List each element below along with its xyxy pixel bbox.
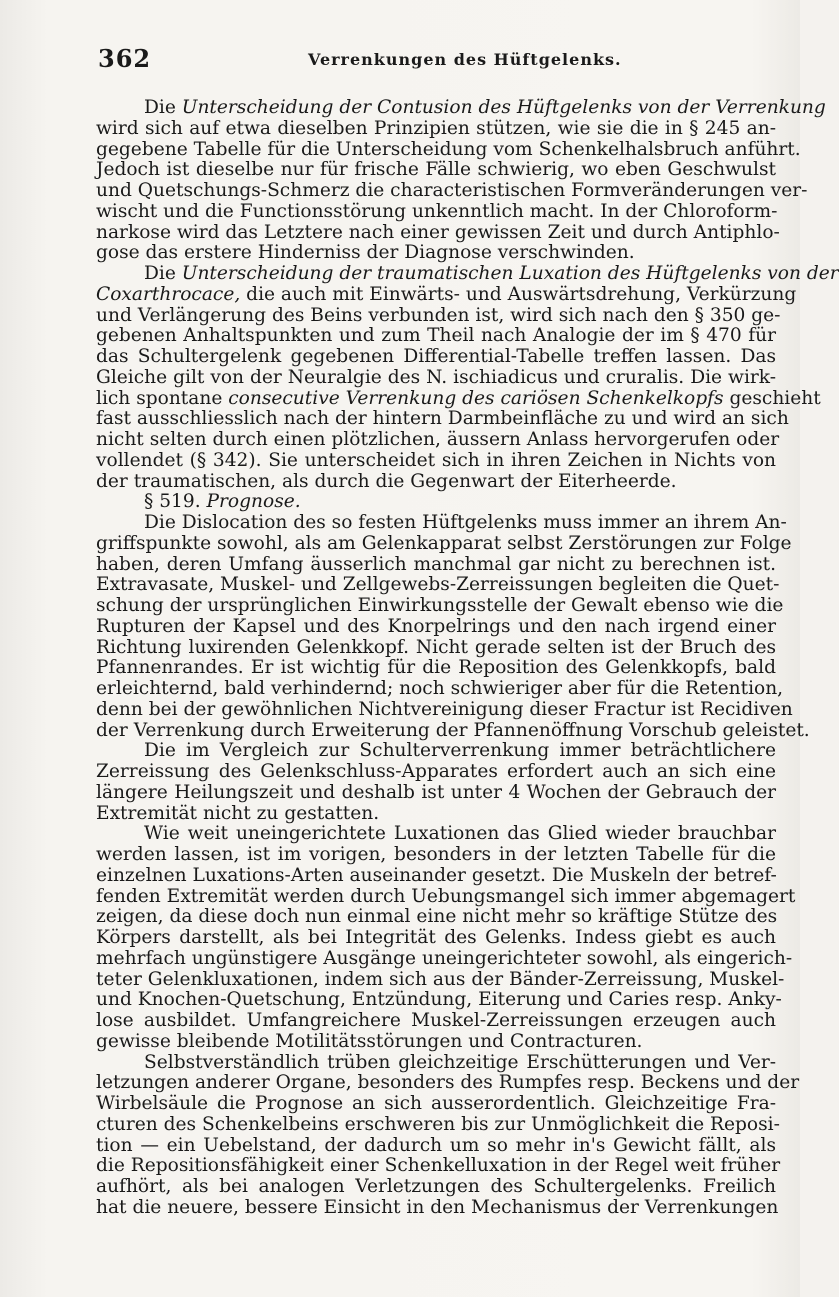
text-line: vollendet (§ 342). Sie unterscheidet sich in ihren Zeichen in Nichts von	[96, 449, 776, 471]
text-line: lich spontane consecutive Verrenkung des cariösen Schenkelkopfs geschieht	[96, 387, 821, 409]
text-line: aufhört, als bei analogen Verletzungen des Schultergelenks. Freilich	[96, 1176, 776, 1197]
text-line: wird sich auf etwa dieselben Prinzipien stützen, wie sie die in § 245 an-	[96, 117, 776, 139]
page-header	[98, 44, 772, 78]
text-line: mehrfach ungünstigere Ausgänge uneingerichteter sowohl, als eingerich-	[96, 947, 793, 969]
text-line: Wie weit uneingerichtete Luxationen das Glied wieder brauchbar	[144, 823, 776, 845]
text-line: schung der ursprünglichen Einwirkungsstelle der Gewalt ebenso wie die	[96, 595, 784, 616]
text-line: gegebene Tabelle für die Unterscheidung vom Schenkelhalsbruch anführt.	[96, 138, 801, 160]
text-block	[96, 97, 839, 1219]
text-line: teter Gelenkluxationen, indem sich aus der Bänder-Zerreissung, Muskel-	[96, 968, 785, 990]
text-line: letzungen anderer Organe, besonders des Rumpfes resp. Beckens und der	[96, 1072, 800, 1094]
text-line: haben, deren Umfang äusserlich manchmal gar nicht zu berechnen ist.	[96, 553, 776, 575]
text-line: einzelnen Luxations-Arten auseinander gesetzt. Die Muskeln der betref-	[96, 864, 777, 886]
text-line: zeigen, da diese doch nun einmal eine nicht mehr so kräftige Stütze des	[96, 906, 778, 928]
text-line: denn bei der gewöhnlichen Nichtvereinigung dieser Fractur ist Recidiven	[96, 698, 793, 720]
text-line: wischt und die Functionsstörung unkenntlich macht. In der Chloroform-	[96, 200, 778, 222]
text-line: gewisse bleibende Motilitätsstörungen und Contracturen.	[96, 1030, 643, 1052]
text-line: Zerreissung des Gelenkschluss-Apparates erfordert auch an sich eine	[96, 761, 776, 782]
text-line: Wirbelsäule die Prognose an sich ausserordentlich. Gleichzeitige Fra-	[96, 1093, 776, 1114]
text-line: gose das erstere Hinderniss der Diagnose verschwinden.	[96, 242, 635, 264]
text-line: Richtung luxirenden Gelenkkopf. Nicht gerade selten ist der Bruch des	[96, 636, 776, 658]
text-line: Die Unterscheidung der Contusion des Hüftgelenks von der Verrenkung	[144, 97, 826, 118]
text-line: und Knochen-Quetschung, Entzündung, Eiterung und Caries resp. Anky-	[96, 989, 782, 1011]
text-line: Die Dislocation des so festen Hüftgelenks muss immer an ihrem An-	[144, 512, 787, 533]
text-line: der traumatischen, als durch die Gegenwart der Eiterheerde.	[96, 470, 677, 492]
text-line: erleichternd, bald verhindernd; noch schwieriger aber für die Retention,	[96, 678, 784, 699]
text-line: das Schultergelenk gegebenen Differential-Tabelle treffen lassen. Das	[96, 346, 776, 367]
text-line: der Verrenkung durch Erweiterung der Pfannenöffnung Vorschub geleistet.	[96, 719, 810, 741]
text-line: § 519. Prognose.	[144, 491, 301, 513]
text-line: griffspunkte sowohl, als am Gelenkapparat selbst Zerstörungen zur Folge	[96, 532, 792, 554]
text-line: Die Unterscheidung der traumatischen Luxation des Hüftgelenks von der	[144, 263, 839, 284]
text-line: werden lassen, ist im vorigen, besonders in der letzten Tabelle für die	[96, 844, 776, 865]
text-line: Coxarthrocace, die auch mit Einwärts- und Auswärtsdrehung, Verkürzung	[96, 283, 797, 305]
text-line: Selbstverständlich trüben gleichzeitige Erschütterungen und Ver-	[144, 1051, 776, 1073]
text-line: längere Heilungszeit und deshalb ist unter 4 Wochen der Gebrauch der	[96, 781, 776, 803]
text-line: gebenen Anhaltspunkten und zum Theil nach Analogie der im § 470 für	[96, 325, 776, 347]
page-body-text	[96, 97, 839, 1219]
text-line: die Repositionsfähigkeit einer Schenkelluxation in der Regel weit früher	[96, 1155, 781, 1177]
text-line: Extremität nicht zu gestatten.	[96, 802, 380, 824]
text-line: und Quetschungs-Schmerz die characteristischen Formveränderungen ver-	[96, 180, 808, 201]
text-line: narkose wird das Letztere nach einer gewissen Zeit und durch Antiphlo-	[96, 221, 780, 243]
page-number: 362	[98, 44, 152, 73]
text-line: Körpers darstellt, als bei Integrität des Gelenks. Indess giebt es auch	[96, 927, 776, 948]
text-line: Extravasate, Muskel- und Zellgewebs-Zerreissungen begleiten die Quet-	[96, 574, 780, 596]
text-line: und Verlängerung des Beins verbunden ist, wird sich nach den § 350 ge-	[96, 304, 781, 326]
text-line: Die im Vergleich zur Schulterverrenkung immer beträchtlichere	[144, 740, 776, 762]
running-title: Verrenkungen des Hüftgelenks.	[308, 50, 622, 69]
text-line: tion — ein Uebelstand, der dadurch um so mehr in's Gewicht fällt, als	[96, 1134, 776, 1156]
text-line: Gleiche gilt von der Neuralgie des N. ischiadicus und cruralis. Die wirk-	[96, 366, 776, 388]
text-line: fast ausschliesslich nach der hintern Darmbeinfläche zu und wird an sich	[96, 408, 789, 430]
text-line: nicht selten durch einen plötzlichen, äussern Anlass hervorgerufen oder	[96, 429, 780, 450]
text-line: Jedoch ist dieselbe nur für frische Fälle schwierig, wo eben Geschwulst	[96, 159, 776, 181]
text-line: lose ausbildet. Umfangreichere Muskel-Zerreissungen erzeugen auch	[96, 1010, 776, 1031]
text-line: cturen des Schenkelbeins erschweren bis zur Unmöglichkeit die Reposi-	[96, 1113, 780, 1135]
text-line: fenden Extremität werden durch Uebungsmangel sich immer abgemagert	[96, 885, 796, 907]
text-line: hat die neuere, bessere Einsicht in den Mechanismus der Verrenkungen	[96, 1196, 779, 1218]
text-line: Rupturen der Kapsel und des Knorpelrings und den nach irgend einer	[96, 615, 776, 637]
text-line: Pfannenrandes. Er ist wichtig für die Reposition des Gelenkkopfs, bald	[96, 657, 776, 679]
